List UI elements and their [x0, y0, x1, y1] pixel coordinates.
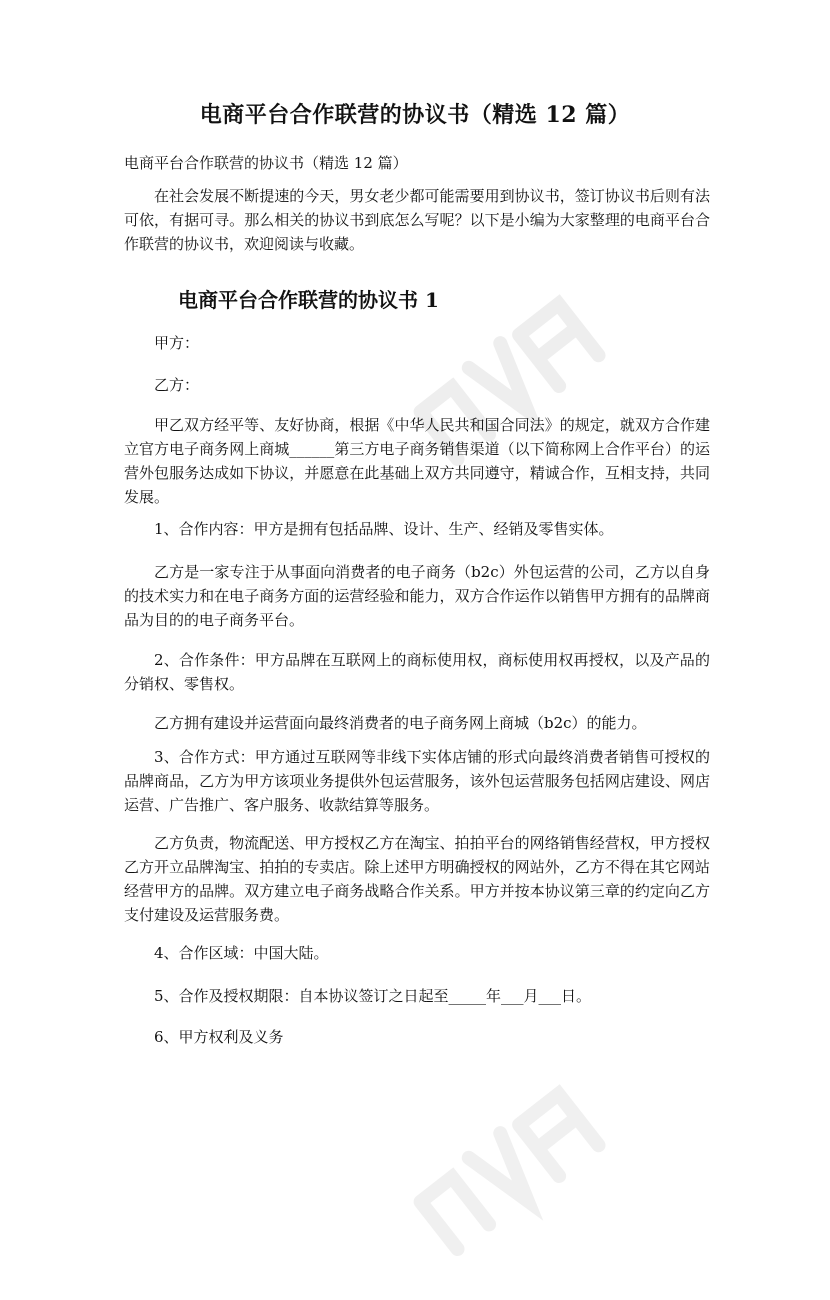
section-heading: 电商平台合作联营的协议书 1	[178, 288, 439, 312]
watermark-icon	[380, 1040, 640, 1300]
intro-paragraph: 在社会发展不断提速的今天，男女老少都可能需要用到协议书，签订协议书后则有法可依，有据可寻。那么相关的协议书到底怎么写呢？以下是小编为大家整理的电商平台合作联营的协议书，欢迎阅读与收藏。	[124, 187, 710, 253]
clause-paragraph: 乙方拥有建设并运营面向最终消费者的电子商务网上商城（b2c）的能力。	[154, 714, 647, 732]
clause-paragraph: 乙方是一家专注于从事面向消费者的电子商务（b2c）外包运营的公司，乙方以自身的技术实力和在电子商务方面的运营经验和能力，双方合作运作以销售甲方拥有的品牌商品为目的的电子商务平台。	[124, 563, 710, 629]
clause-paragraph: 5、合作及授权期限：自本协议签订之日起至_____年___月___日。	[154, 987, 592, 1005]
clause-paragraph: 4、合作区域：中国大陆。	[154, 944, 329, 962]
party-a-line: 甲方：	[154, 334, 200, 352]
clause-paragraph: 1、合作内容：甲方是拥有包括品牌、设计、生产、经销及零售实体。	[154, 520, 614, 538]
party-b-line: 乙方：	[154, 376, 200, 394]
clause-paragraph: 3、合作方式：甲方通过互联网等非线下实体店铺的形式向最终消费者销售可授权的品牌商品，乙方为甲方该项业务提供外包运营服务，该外包运营服务包括网店建设、网店运营、广告推广、客户服务、收款结算等服务。	[124, 748, 710, 814]
clause-paragraph: 乙方负责，物流配送、甲方授权乙方在淘宝、拍拍平台的网络销售经营权，甲方授权乙方开立品牌淘宝、拍拍的专卖店。除上述甲方明确授权的网站外，乙方不得在其它网站经营甲方的品牌。双方建立电子商务战略合作关系。甲方并按本协议第三章的约定向乙方支付建设及运营服务费。	[124, 834, 710, 924]
document-subtitle: 电商平台合作联营的协议书（精选 12 篇）	[124, 154, 408, 172]
clause-paragraph: 6、甲方权利及义务	[154, 1028, 284, 1046]
document-title: 电商平台合作联营的协议书（精选 12 篇）	[199, 102, 631, 128]
clause-paragraph: 甲乙双方经平等、友好协商，根据《中华人民共和国合同法》的规定，就双方合作建立官方电子商务网上商城______第三方电子商务销售渠道（以下简称网上合作平台）的运营外包服务达成如下协议，并愿意在此基础上双方共同遵守，精诚合作，互相支持，共同发展。	[124, 416, 710, 506]
clause-paragraph: 2、合作条件：甲方品牌在互联网上的商标使用权，商标使用权再授权，以及产品的分销权、零售权。	[124, 651, 710, 693]
